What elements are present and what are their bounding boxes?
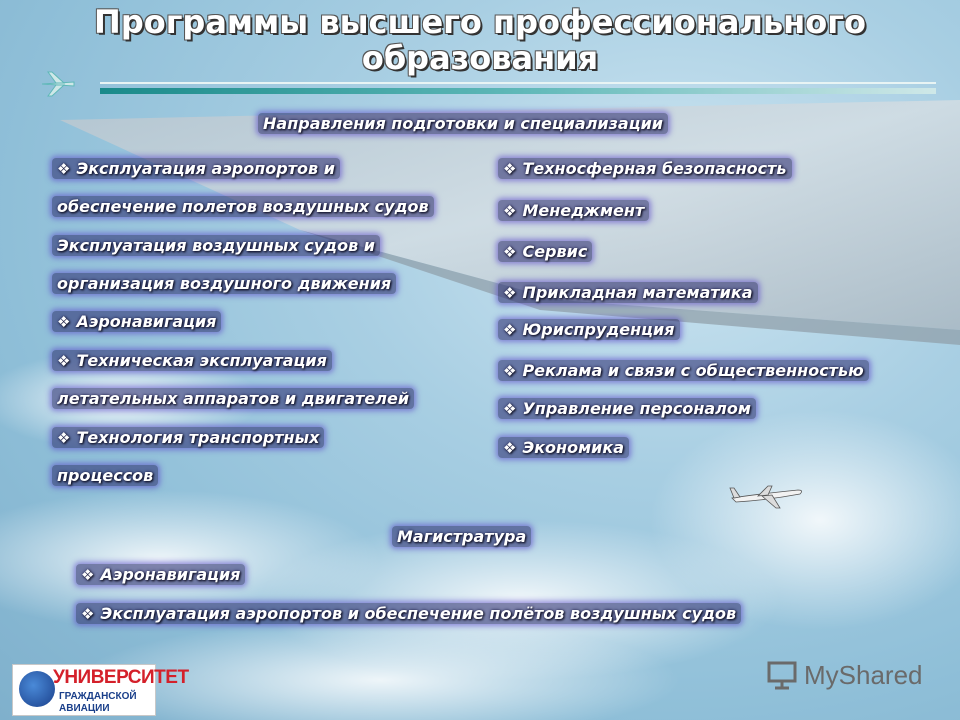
diamond-bullet-icon: ❖ xyxy=(57,160,71,178)
diamond-bullet-icon: ❖ xyxy=(503,160,517,178)
myshared-watermark xyxy=(766,656,936,696)
title-line-1: Программы высшего профессионального xyxy=(94,3,866,41)
right-item-6: ❖ Реклама и связи с общественностью xyxy=(498,361,869,381)
left-item-5-line-2: процессов xyxy=(52,466,158,486)
diamond-bullet-icon: ❖ xyxy=(57,313,71,331)
right-item-2: ❖ Менеджмент xyxy=(498,201,649,221)
diamond-bullet-icon: ❖ xyxy=(57,352,71,370)
presentation-icon xyxy=(766,660,798,690)
jet-plane-icon xyxy=(728,480,804,514)
right-item-1: ❖ Техносферная безопасность xyxy=(498,159,792,179)
diamond-bullet-icon: ❖ xyxy=(503,202,517,220)
university-logo xyxy=(12,664,189,716)
section-heading-master: Магистратура xyxy=(392,527,531,547)
master-item-1: ❖ Аэронавигация xyxy=(76,565,245,585)
left-item-4-line-1: ❖ Техническая эксплуатация xyxy=(52,351,332,371)
right-item-4: ❖ Прикладная математика xyxy=(498,283,758,303)
title-divider xyxy=(100,88,936,94)
diamond-bullet-icon: ❖ xyxy=(57,429,71,447)
logo-line-1: УНИВЕРСИТЕТ xyxy=(53,667,189,688)
left-item-4-line-2: летательных аппаратов и двигателей xyxy=(52,389,414,409)
diamond-bullet-icon: ❖ xyxy=(503,400,517,418)
left-item-1-line-1: ❖ Эксплуатация аэропортов и xyxy=(52,159,340,179)
diamond-bullet-icon: ❖ xyxy=(81,566,95,584)
title-divider-top xyxy=(100,82,936,84)
left-item-2-line-2: организация воздушного движения xyxy=(52,274,396,294)
diamond-bullet-icon: ❖ xyxy=(81,605,95,623)
right-item-7: ❖ Управление персоналом xyxy=(498,399,756,419)
diamond-bullet-icon: ❖ xyxy=(503,362,517,380)
master-item-2: ❖ Эксплуатация аэропортов и обеспечение полётов воздушных судов xyxy=(76,604,741,624)
slide-title xyxy=(0,4,960,76)
left-item-1-line-2: обеспечение полетов воздушных судов xyxy=(52,197,434,217)
diamond-bullet-icon: ❖ xyxy=(503,284,517,302)
watermark-text: MyShared xyxy=(804,660,923,690)
right-item-8: ❖ Экономика xyxy=(498,438,629,458)
diamond-bullet-icon: ❖ xyxy=(503,321,517,339)
title-line-2: образования xyxy=(361,39,599,77)
logo-line-2: ГРАЖДАНСКОЙ АВИАЦИИ xyxy=(59,691,137,714)
section-heading-bachelor: Направления подготовки и специализации xyxy=(258,114,668,134)
globe-icon xyxy=(19,671,55,707)
diamond-bullet-icon: ❖ xyxy=(503,243,517,261)
right-item-3: ❖ Сервис xyxy=(498,242,592,262)
diamond-bullet-icon: ❖ xyxy=(503,439,517,457)
left-item-2-line-1: Эксплуатация воздушных судов и xyxy=(52,236,380,256)
left-item-5-line-1: ❖ Технология транспортных xyxy=(52,428,324,448)
plane-logo-icon xyxy=(40,70,76,98)
right-item-5: ❖ Юриспруденция xyxy=(498,320,680,340)
left-item-3: ❖ Аэронавигация xyxy=(52,312,221,332)
